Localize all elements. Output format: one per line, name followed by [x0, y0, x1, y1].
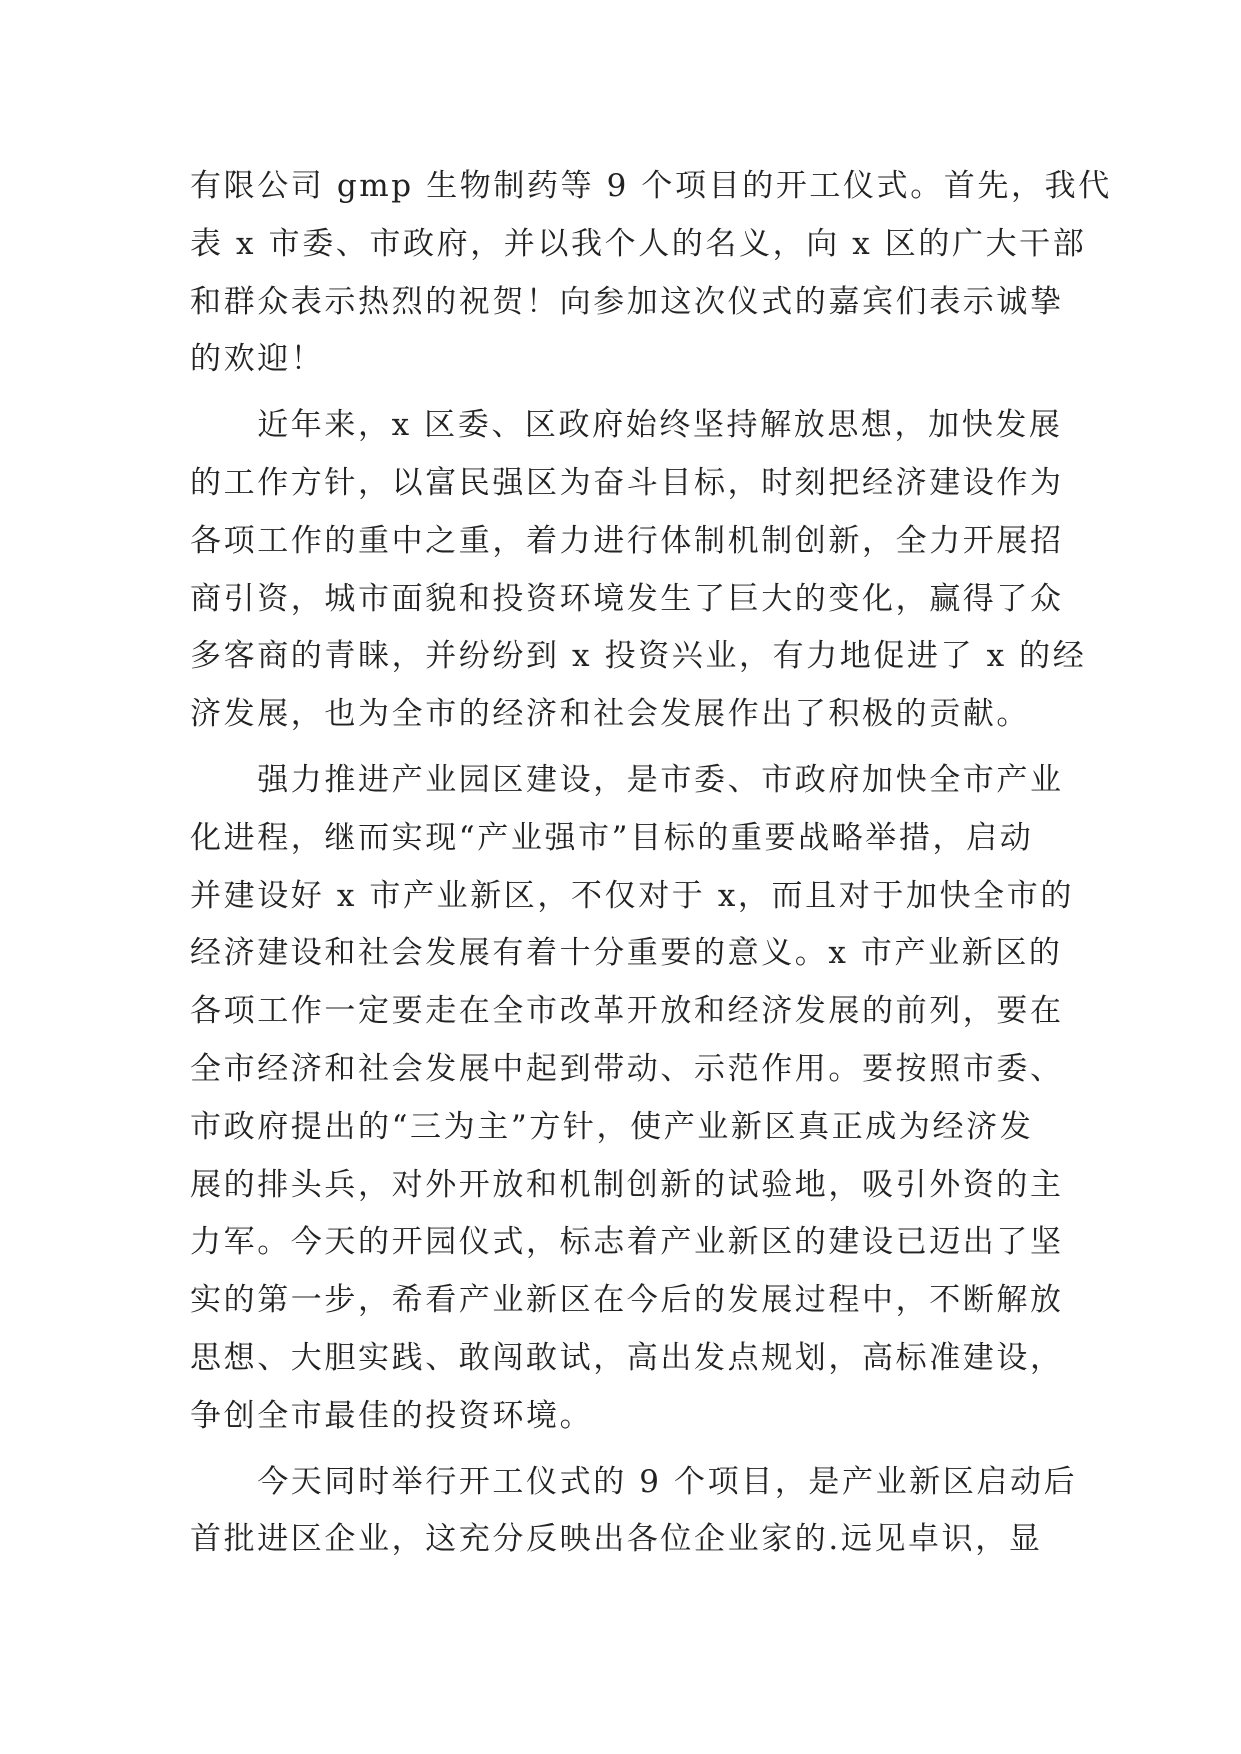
text-line: 展的排头兵，对外开放和机制创新的试验地，吸引外资的主 [190, 1166, 1064, 1203]
text-line: 全市经济和社会发展中起到带动、示范作用。要按照市委、 [190, 1050, 1064, 1087]
text-line: 的欢迎！ [190, 341, 325, 378]
text-line: 商引资，城市面貌和投资环境发生了巨大的变化，赢得了众 [190, 580, 1064, 617]
text-line: 济发展，也为全市的经济和社会发展作出了积极的贡献。 [190, 696, 1030, 733]
text-line: 首批进区企业，这充分反映出各位企业家的.远见卓识，显 [190, 1521, 1043, 1558]
text-line: 实的第一步，希看产业新区在今后的发展过程中，不断解放 [190, 1282, 1064, 1319]
paragraph-start-line: 今天同时举行开工仪式的 9 个项目，是产业新区启动后 [190, 1463, 1078, 1500]
text-line: 有限公司 gmp 生物制药等 9 个项目的开工仪式。首先，我代 [190, 168, 1112, 204]
text-line: 经济建设和社会发展有着十分重要的意义。x 市产业新区的 [190, 935, 1063, 972]
text-line: 各项工作的重中之重，着力进行体制机制创新，全力开展招 [190, 522, 1064, 559]
text-line: 表 x 市委、市政府，并以我个人的名义，向 x 区的广大干部 [190, 225, 1087, 262]
text-line: 和群众表示热烈的祝贺！向参加这次仪式的嘉宾们表示诚挚 [190, 283, 1064, 320]
text-line: 力军。今天的开园仪式，标志着产业新区的建设已迈出了坚 [190, 1224, 1064, 1261]
text-line: 思想、大胆实践、敢闯敢试，高出发点规划，高标准建设， [190, 1339, 1064, 1376]
paragraph-start-line: 强力推进产业园区建设，是市委、市政府加快全市产业 [190, 761, 1064, 798]
text-line: 的工作方针，以富民强区为奋斗目标，时刻把经济建设作为 [190, 464, 1064, 501]
text-line: 争创全市最佳的投资环境。 [190, 1397, 594, 1434]
text-line: 市政府提出的“三为主”方针，使产业新区真正成为经济发 [190, 1108, 1034, 1145]
text-line: 并建设好 x 市产业新区，不仅对于 x，而且对于加快全市的 [190, 877, 1074, 914]
text-line: 多客商的青睐，并纷纷到 x 投资兴业，有力地促进了 x 的经 [190, 638, 1087, 675]
document-body [190, 158, 1112, 1569]
text-line: 各项工作一定要走在全市改革开放和经济发展的前列，要在 [190, 993, 1064, 1030]
paragraph-start-line: 近年来，x 区委、区政府始终坚持解放思想，加快发展 [190, 407, 1063, 444]
text-line: 化进程，继而实现“产业强市”目标的重要战略举措，启动 [190, 819, 1034, 856]
